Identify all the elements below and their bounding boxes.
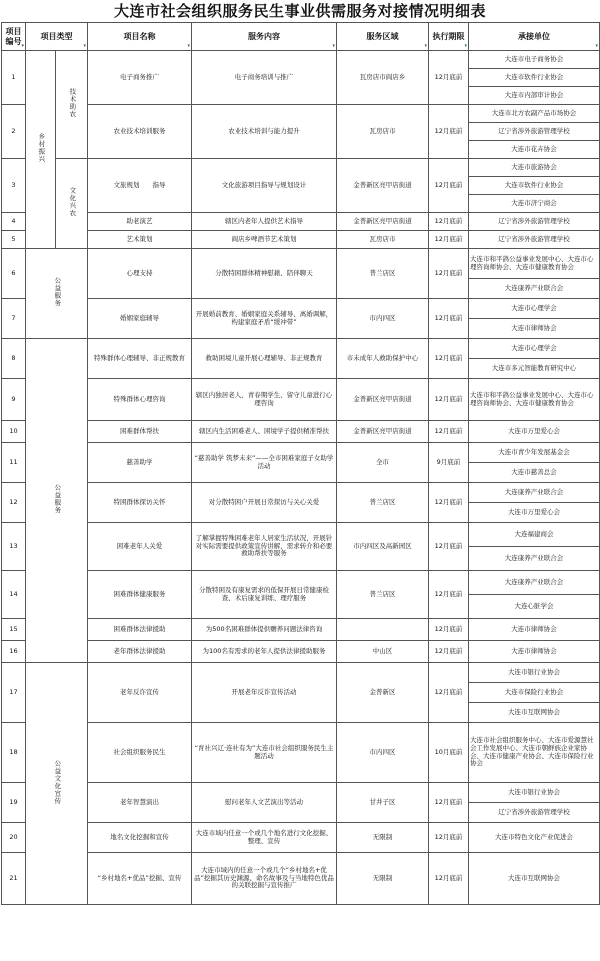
table-row bbox=[2, 379, 600, 421]
cell-name[interactable]: 电子商务推广 bbox=[88, 51, 192, 105]
cell-name[interactable]: “乡村地名+优品”挖掘、宣传 bbox=[88, 853, 192, 905]
cell-unit[interactable]: 大连市保险行业协会 bbox=[469, 683, 600, 703]
cell-type[interactable] bbox=[26, 249, 88, 339]
cell-name[interactable]: 慈善助学 bbox=[88, 443, 192, 483]
header-area[interactable]: 服务区域 ▾ bbox=[337, 23, 429, 51]
header-row bbox=[2, 23, 600, 51]
table-row bbox=[2, 523, 600, 547]
cell-no[interactable]: 12 bbox=[2, 483, 26, 523]
cell-name[interactable]: 特殊群体心理咨询 bbox=[88, 379, 192, 421]
cell-period[interactable]: 12月底前 bbox=[429, 51, 469, 105]
table-row bbox=[2, 571, 600, 595]
page-title: 大连市社会组织服务民生事业供需服务对接情况明细表 bbox=[113, 2, 486, 20]
cell-content[interactable]: 了解掌握特殊困难老年人居家生活状况，开展针对实际需要提供政策宣传讲解，需求转介和必要救助帮扶等服务 bbox=[192, 523, 337, 571]
filter-icon[interactable]: ▾ bbox=[464, 43, 467, 49]
cell-content[interactable]: 辖区内生活困难老人、困境学子提供精准帮扶 bbox=[192, 421, 337, 443]
cell-area[interactable]: 市内四区及高新园区 bbox=[337, 523, 429, 571]
cell-no[interactable]: 17 bbox=[2, 663, 26, 723]
cell-period[interactable]: 12月底前 bbox=[429, 571, 469, 619]
cell-content[interactable]: 分散特困及有康复需求的低保开展日常健康检查、术后康复训练、理疗服务 bbox=[192, 571, 337, 619]
cell-unit[interactable]: 大连市和平鸽公益事业发展中心、大连市心理咨询师协会、大连市健康教育协会 bbox=[469, 249, 600, 279]
cell-no[interactable]: 15 bbox=[2, 619, 26, 641]
cell-period[interactable]: 12月底前 bbox=[429, 823, 469, 853]
cell-unit[interactable]: 大连福建商会 bbox=[469, 523, 600, 547]
cell-name[interactable]: 心理支持 bbox=[88, 249, 192, 299]
cell-unit[interactable]: 大连市花卉协会 bbox=[469, 141, 600, 159]
filter-icon[interactable]: ▾ bbox=[187, 43, 190, 49]
cell-name[interactable]: 老年智慧演出 bbox=[88, 783, 192, 823]
cell-period[interactable]: 12月底前 bbox=[429, 523, 469, 571]
cell-unit[interactable]: 大连康养产业联合会 bbox=[469, 547, 600, 571]
table-row bbox=[2, 483, 600, 503]
cell-unit[interactable]: 大连康养产业联合会 bbox=[469, 571, 600, 595]
cell-content[interactable]: 为100名有需求的老年人提供法律援助服务 bbox=[192, 641, 337, 663]
cell-name[interactable]: 文旅规划 指导 bbox=[88, 159, 192, 213]
cell-unit[interactable]: 大连市慈善总会 bbox=[469, 463, 600, 483]
header-no[interactable]: 项目编号 ▾ bbox=[2, 23, 26, 51]
header-content[interactable]: 服务内容 ▾ bbox=[192, 23, 337, 51]
cell-area[interactable]: 无限制 bbox=[337, 823, 429, 853]
filter-icon[interactable]: ▾ bbox=[83, 43, 86, 49]
cell-content[interactable]: 辖区内独居老人、青春期学生、留守儿童进行心理咨询 bbox=[192, 379, 337, 421]
cell-area[interactable]: 市未成年人救助保护中心 bbox=[337, 339, 429, 379]
cell-unit[interactable]: 辽宁省涉外旅游管理学校 bbox=[469, 213, 600, 231]
cell-period[interactable]: 12月底前 bbox=[429, 663, 469, 723]
cell-unit[interactable]: 辽宁省涉外旅游管理学校 bbox=[469, 123, 600, 141]
cell-content[interactable]: 辖区内老年人提供艺术指导 bbox=[192, 213, 337, 231]
cell-unit[interactable]: 大连市万里爱心会 bbox=[469, 421, 600, 443]
cell-no[interactable]: 8 bbox=[2, 339, 26, 379]
cell-content[interactable]: 电子商务培训与推广 bbox=[192, 51, 337, 105]
cell-unit[interactable]: 大连市互联网协会 bbox=[469, 703, 600, 723]
cell-no[interactable]: 19 bbox=[2, 783, 26, 823]
cell-area[interactable]: 普兰店区 bbox=[337, 571, 429, 619]
table-row bbox=[2, 299, 600, 319]
table-row bbox=[2, 339, 600, 359]
cell-name[interactable]: 婚姻家庭辅导 bbox=[88, 299, 192, 339]
cell-unit[interactable]: 大连市律师协会 bbox=[469, 319, 600, 339]
table-row bbox=[2, 231, 600, 249]
cell-unit[interactable]: 大连市律师协会 bbox=[469, 619, 600, 641]
table-row bbox=[2, 105, 600, 123]
cell-period[interactable]: 12月底前 bbox=[429, 483, 469, 523]
cell-name[interactable]: 助老演艺 bbox=[88, 213, 192, 231]
cell-content[interactable]: 大连市域内的任意一个或几个“乡村地名+优品”挖掘其历史渊源、命名故事及与当地特色优品的关联挖掘与宣传推广 bbox=[192, 853, 337, 905]
cell-name[interactable]: 困难群体法律援助 bbox=[88, 619, 192, 641]
cell-area[interactable]: 普兰店区 bbox=[337, 249, 429, 299]
cell-name[interactable]: 老年反诈宣传 bbox=[88, 663, 192, 723]
cell-area[interactable]: 中山区 bbox=[337, 641, 429, 663]
cell-period[interactable]: 12月底前 bbox=[429, 213, 469, 231]
cell-content[interactable]: 阎店乡啤酒节艺术策划 bbox=[192, 231, 337, 249]
cell-period[interactable]: 12月底前 bbox=[429, 619, 469, 641]
cell-content[interactable]: 对分散特困户开展日常探访与关心关爱 bbox=[192, 483, 337, 523]
cell-content[interactable]: 开展老年反诈宣传活动 bbox=[192, 663, 337, 723]
header-unit[interactable]: 承接单位 ▾ bbox=[469, 23, 600, 51]
filter-icon[interactable]: ▾ bbox=[332, 43, 335, 49]
cell-name[interactable]: 地名文化挖掘和宣传 bbox=[88, 823, 192, 853]
cell-unit[interactable]: 大连市心理学会 bbox=[469, 339, 600, 359]
cell-name[interactable]: 特困群体探访关怀 bbox=[88, 483, 192, 523]
cell-name[interactable]: 农业技术培训服务 bbox=[88, 105, 192, 159]
cell-period[interactable]: 12月底前 bbox=[429, 783, 469, 823]
table-row bbox=[2, 641, 600, 663]
cell-content[interactable]: 大连市域内任意一个或几个地名进行文化挖掘、整理、宣传 bbox=[192, 823, 337, 853]
cell-content[interactable]: “慈善助学 筑梦未来”——全市困难家庭子女助学活动 bbox=[192, 443, 337, 483]
cell-no[interactable]: 5 bbox=[2, 231, 26, 249]
cell-area[interactable]: 全市 bbox=[337, 443, 429, 483]
cell-no[interactable]: 21 bbox=[2, 853, 26, 905]
cell-unit[interactable]: 大连心脏学会 bbox=[469, 595, 600, 619]
cell-content[interactable]: 救助困境儿童开展心理辅导、非正规教育 bbox=[192, 339, 337, 379]
cell-content[interactable]: “育社兴辽·连社有为”大连市社会组织服务民生主题活动 bbox=[192, 723, 337, 783]
cell-area[interactable]: 金普新区亮甲店街道 bbox=[337, 159, 429, 213]
cell-no[interactable]: 11 bbox=[2, 443, 26, 483]
cell-unit[interactable]: 大连市旅游协会 bbox=[469, 159, 600, 177]
cell-unit[interactable]: 大连市北方农副产品市场协会 bbox=[469, 105, 600, 123]
table-row bbox=[2, 663, 600, 683]
cell-no[interactable]: 1 bbox=[2, 51, 26, 105]
cell-name[interactable]: 老年群体法律援助 bbox=[88, 641, 192, 663]
cell-area[interactable] bbox=[337, 619, 429, 641]
cell-unit[interactable]: 大连市内部审计协会 bbox=[469, 87, 600, 105]
cell-name[interactable]: 困难群体帮扶 bbox=[88, 421, 192, 443]
table-row bbox=[2, 249, 600, 279]
cell-area[interactable]: 普兰店区 bbox=[337, 483, 429, 523]
cell-no[interactable]: 2 bbox=[2, 105, 26, 159]
cell-period[interactable]: 12月底前 bbox=[429, 339, 469, 379]
cell-unit[interactable]: 辽宁省涉外旅游管理学校 bbox=[469, 231, 600, 249]
cell-area[interactable]: 金普新区亮甲店街道 bbox=[337, 379, 429, 421]
cell-period[interactable]: 12月底前 bbox=[429, 249, 469, 299]
cell-name[interactable]: 特殊群体心理辅导、非正规教育 bbox=[88, 339, 192, 379]
cell-content[interactable]: 为500名困难群体提供赡养问题法律咨询 bbox=[192, 619, 337, 641]
table-row bbox=[2, 823, 600, 853]
table-row bbox=[2, 783, 600, 803]
cell-subtype[interactable] bbox=[56, 159, 88, 249]
cell-unit[interactable]: 大连市律师协会 bbox=[469, 641, 600, 663]
category-label: 公益服务 bbox=[53, 277, 62, 308]
cell-content[interactable]: 慰问老年人文艺演出等活动 bbox=[192, 783, 337, 823]
cell-unit[interactable]: 大连市多元智能教育研究中心 bbox=[469, 359, 600, 379]
cell-unit[interactable]: 大连康养产业联合会 bbox=[469, 279, 600, 299]
category-label: 乡村振兴 bbox=[37, 133, 46, 164]
cell-content[interactable]: 开展婚前教育、婚姻家庭关系辅导、离婚调解，构建家庭矛盾“缓冲带” bbox=[192, 299, 337, 339]
cell-area[interactable]: 无限制 bbox=[337, 853, 429, 905]
cell-no[interactable]: 9 bbox=[2, 379, 26, 421]
cell-period[interactable]: 12月底前 bbox=[429, 299, 469, 339]
filter-icon[interactable]: ▾ bbox=[424, 43, 427, 49]
cell-subtype[interactable] bbox=[56, 51, 88, 159]
cell-content[interactable]: 文化旅游项目指导与规划设计 bbox=[192, 159, 337, 213]
table-row bbox=[2, 213, 600, 231]
cell-area[interactable]: 瓦房店市 bbox=[337, 231, 429, 249]
cell-area[interactable]: 金普新区亮甲店街道 bbox=[337, 213, 429, 231]
cell-name[interactable]: 困难老年人关爱 bbox=[88, 523, 192, 571]
header-type[interactable]: 项目类型 ▾ bbox=[26, 23, 88, 51]
table-row bbox=[2, 723, 600, 783]
cell-type[interactable] bbox=[26, 663, 88, 905]
cell-unit[interactable]: 大连市软件行业协会 bbox=[469, 69, 600, 87]
table-row bbox=[2, 443, 600, 463]
cell-no[interactable]: 13 bbox=[2, 523, 26, 571]
subcategory-label: 技术助农 bbox=[68, 88, 77, 119]
cell-unit[interactable]: 大连市特色文化产业促进会 bbox=[469, 823, 600, 853]
cell-name[interactable]: 社会组织服务民生 bbox=[88, 723, 192, 783]
table-row bbox=[2, 421, 600, 443]
cell-period[interactable]: 12月底前 bbox=[429, 231, 469, 249]
cell-no[interactable]: 20 bbox=[2, 823, 26, 853]
cell-unit[interactable]: 大连市软件行业协会 bbox=[469, 177, 600, 195]
cell-unit[interactable]: 大连市银行业协会 bbox=[469, 663, 600, 683]
cell-no[interactable]: 10 bbox=[2, 421, 26, 443]
cell-no[interactable]: 3 bbox=[2, 159, 26, 213]
filter-icon[interactable]: ▾ bbox=[21, 43, 24, 49]
table-row bbox=[2, 619, 600, 641]
cell-content[interactable]: 农业技术培训与能力提升 bbox=[192, 105, 337, 159]
category-label: 公益文化宣传 bbox=[53, 759, 62, 805]
cell-unit[interactable]: 大连市电子商务协会 bbox=[469, 51, 600, 69]
cell-unit[interactable]: 大连市和平鸽公益事业发展中心、大连市心理咨询师协会、大连市健康教育协会 bbox=[469, 379, 600, 421]
cell-no[interactable]: 16 bbox=[2, 641, 26, 663]
header-period[interactable]: 执行期限 ▾ bbox=[429, 23, 469, 51]
cell-period[interactable]: 12月底前 bbox=[429, 379, 469, 421]
cell-period[interactable]: 12月底前 bbox=[429, 853, 469, 905]
cell-unit[interactable]: 大连市济宁商会 bbox=[469, 195, 600, 213]
category-label: 公益服务 bbox=[53, 484, 62, 515]
cell-name[interactable]: 艺术策划 bbox=[88, 231, 192, 249]
cell-no[interactable]: 4 bbox=[2, 213, 26, 231]
cell-no[interactable]: 18 bbox=[2, 723, 26, 783]
cell-unit[interactable]: 大连康养产业联合会 bbox=[469, 483, 600, 503]
cell-unit[interactable]: 大连市万里爱心会 bbox=[469, 503, 600, 523]
header-name[interactable]: 项目名称 ▾ bbox=[88, 23, 192, 51]
cell-area[interactable]: 甘井子区 bbox=[337, 783, 429, 823]
table-row bbox=[2, 853, 600, 905]
cell-unit[interactable]: 大连市青少年发展基金会 bbox=[469, 443, 600, 463]
cell-unit[interactable]: 辽宁省涉外旅游管理学校 bbox=[469, 803, 600, 823]
cell-area[interactable]: 市内四区 bbox=[337, 723, 429, 783]
cell-period[interactable]: 12月底前 bbox=[429, 105, 469, 159]
table-row bbox=[2, 51, 600, 69]
filter-icon[interactable]: ▾ bbox=[595, 43, 598, 49]
subcategory-label: 文化兴农 bbox=[68, 187, 77, 218]
cell-type[interactable] bbox=[26, 339, 88, 663]
cell-unit[interactable]: 大连市社会组织服务中心、大连市爱源慧社会工作发展中心、大连市朝鲜族企业家协会、大连市健康产业协会、大连市保险行业协会 bbox=[469, 723, 600, 783]
cell-unit[interactable]: 大连市心理学会 bbox=[469, 299, 600, 319]
cell-unit[interactable]: 大连市银行业协会 bbox=[469, 783, 600, 803]
cell-unit[interactable]: 大连市互联网协会 bbox=[469, 853, 600, 905]
cell-type[interactable] bbox=[26, 51, 56, 249]
cell-period[interactable]: 9月底前 bbox=[429, 443, 469, 483]
cell-no[interactable]: 7 bbox=[2, 299, 26, 339]
cell-no[interactable]: 14 bbox=[2, 571, 26, 619]
cell-name[interactable]: 困难群体健康服务 bbox=[88, 571, 192, 619]
cell-period[interactable]: 10月底前 bbox=[429, 723, 469, 783]
table-row bbox=[2, 159, 600, 177]
cell-area[interactable]: 金普新区亮甲店街道 bbox=[337, 421, 429, 443]
cell-period[interactable]: 12月底前 bbox=[429, 641, 469, 663]
cell-period[interactable]: 12月底前 bbox=[429, 159, 469, 213]
cell-area[interactable]: 市内四区 bbox=[337, 299, 429, 339]
cell-area[interactable]: 瓦房店市 bbox=[337, 105, 429, 159]
cell-area[interactable]: 金普新区 bbox=[337, 663, 429, 723]
cell-content[interactable]: 分散特困群体精神慰藉、陪伴聊天 bbox=[192, 249, 337, 299]
cell-no[interactable]: 6 bbox=[2, 249, 26, 299]
cell-area[interactable]: 瓦房店市阎店乡 bbox=[337, 51, 429, 105]
data-table bbox=[1, 22, 600, 905]
cell-period[interactable]: 12月底前 bbox=[429, 421, 469, 443]
